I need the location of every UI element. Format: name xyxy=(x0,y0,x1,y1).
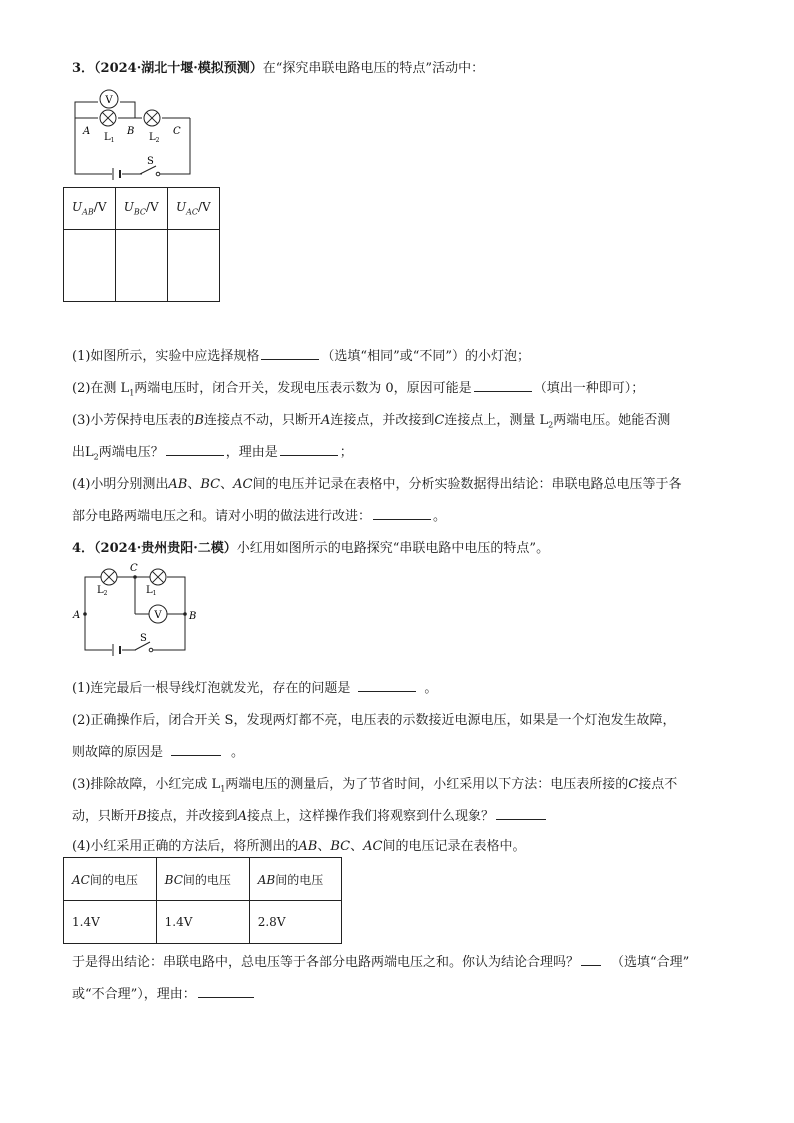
q3-voltmeter xyxy=(100,90,118,108)
q3-point-a: A xyxy=(83,126,91,137)
q4-battery xyxy=(113,644,120,656)
q4-blank-3[interactable] xyxy=(496,806,546,820)
q3-lamp-l2 xyxy=(144,110,160,126)
q3-circuit-diagram xyxy=(70,82,200,182)
q4-title xyxy=(72,537,549,556)
q4-data-table xyxy=(63,857,342,944)
q3-header-ubc: $U_{BC}/V$ xyxy=(115,188,167,230)
q3-cell-uac xyxy=(167,230,219,302)
q4-lamp2-label: $L_2$ xyxy=(97,585,108,597)
q3-cell-uab xyxy=(64,230,116,302)
q4-lamp-l1 xyxy=(150,569,166,585)
q4-conclusion-line1: 于是得出结论：串联电路中，总电压等于各部分电路两端电压之和。你认为结论合理吗？ （选填“合理” xyxy=(72,951,689,970)
q3-blank-3[interactable] xyxy=(166,442,224,456)
q4-point-c: C xyxy=(130,563,138,574)
q3-blank-1[interactable] xyxy=(261,346,319,360)
q3-data-table xyxy=(63,187,220,302)
q3-cell-ubc xyxy=(115,230,167,302)
q4-part3-line1: (3)排除故障，小红完成 $L_1$两端电压的测量后，为了节省时间，小红采用以下方法：电压表所接的C接点不 xyxy=(72,777,678,794)
q4-point-a: A xyxy=(73,610,81,621)
q3-switch-label: S xyxy=(147,156,154,167)
q3-blank-2[interactable] xyxy=(474,378,532,392)
q3-blank-4[interactable] xyxy=(280,442,338,456)
q3-stem: 在“探究串联电路电压的特点”活动中： xyxy=(262,61,485,76)
q3-part2: (2)在测 $L_1$两端电压时，闭合开关，发现电压表示数为 0，原因可能是 （填出一种即可）； xyxy=(72,377,644,398)
q4-part3-line2: 动，只断开B接点，并改接到A接点上，这样操作我们将观察到什么现象？ xyxy=(72,805,548,824)
q4-blank-5[interactable] xyxy=(198,984,254,998)
q4-blank-4[interactable] xyxy=(581,952,601,966)
q4-source: （2024·贵州贵阳·二模） xyxy=(94,541,237,556)
q4-switch xyxy=(149,648,153,652)
q4-header-bc: BC间的电压 xyxy=(156,858,249,901)
q4-part4: (4)小红采用正确的方法后，将所测出的AB、BC、AC间的电压记录在表格中。 xyxy=(72,839,526,854)
q3-number: 3． xyxy=(72,61,95,76)
q4-circuit-diagram xyxy=(70,562,200,662)
q4-blank-1[interactable] xyxy=(358,678,416,692)
q4-lamp1-label: $L_1$ xyxy=(146,585,157,597)
q3-title xyxy=(72,57,484,76)
q3-part3-line1: (3)小芳保持电压表的B连接点不动，只断开A连接点，并改接到C连接点上，测量 $L_2$两端电压。她能否测 xyxy=(72,413,671,430)
q3-header-uac: $U_{AC}/V$ xyxy=(167,188,219,230)
q3-header-uab: $U_{AB}/V$ xyxy=(64,188,116,230)
q4-stem: 小红用如图所示的电路探究“串联电路中电压的特点”。 xyxy=(236,541,550,556)
q4-node-c xyxy=(133,575,137,579)
q3-blank-5[interactable] xyxy=(373,506,431,520)
q4-conclusion-line2: 或“不合理”），理由： xyxy=(72,983,256,1002)
q4-part2-line1: (2)正确操作后，闭合开关 S，发现两灯都不亮，电压表的示数接近电源电压，如果是一个灯泡发生故障， xyxy=(72,713,676,728)
q4-header-ac: AC间的电压 xyxy=(64,858,157,901)
q4-value-ac: 1.4V xyxy=(64,901,157,944)
q3-lamp-l1 xyxy=(100,110,116,126)
q4-header-ab: AB间的电压 xyxy=(249,858,341,901)
q3-switch xyxy=(156,172,160,176)
q3-point-b: B xyxy=(127,126,135,137)
q3-part4-line1: (4)小明分别测出AB、BC、AC间的电压并记录在表格中，分析实验数据得出结论：串联电路总电压等于各 xyxy=(72,477,682,492)
q4-part2-line2: 则故障的原因是 。 xyxy=(72,741,244,760)
q3-part1: (1)如图所示，实验中应选择规格 （选填“相同”或“不同”）的小灯泡； xyxy=(72,345,530,364)
q3-part3-line2: 出$L_2$两端电压？ ，理由是 ； xyxy=(72,441,353,462)
q4-lamp-l2 xyxy=(101,569,117,585)
q4-value-bc: 1.4V xyxy=(156,901,249,944)
q4-blank-2[interactable] xyxy=(171,742,221,756)
q3-voltmeter-label: V xyxy=(105,95,113,106)
q4-part1: (1)连完最后一根导线灯泡就发光，存在的问题是 。 xyxy=(72,677,437,696)
q3-point-c: C xyxy=(173,126,181,137)
q4-point-b: B xyxy=(189,611,197,622)
q3-battery xyxy=(113,168,120,180)
q3-lamp2-label: $L_2$ xyxy=(149,132,160,144)
q3-part4-line2: 部分电路两端电压之和。请对小明的做法进行改进： 。 xyxy=(72,505,446,524)
q4-number: 4． xyxy=(72,541,95,556)
q3-lamp1-label: $L_1$ xyxy=(104,132,115,144)
q4-switch-label: S xyxy=(140,633,147,644)
q3-source: （2024·湖北十堰·模拟预测） xyxy=(94,61,263,76)
q4-node-b xyxy=(183,612,187,616)
q4-value-ab: 2.8V xyxy=(249,901,341,944)
q4-voltmeter xyxy=(149,605,167,623)
q4-node-a xyxy=(83,612,87,616)
q4-voltmeter-label: V xyxy=(154,610,162,621)
